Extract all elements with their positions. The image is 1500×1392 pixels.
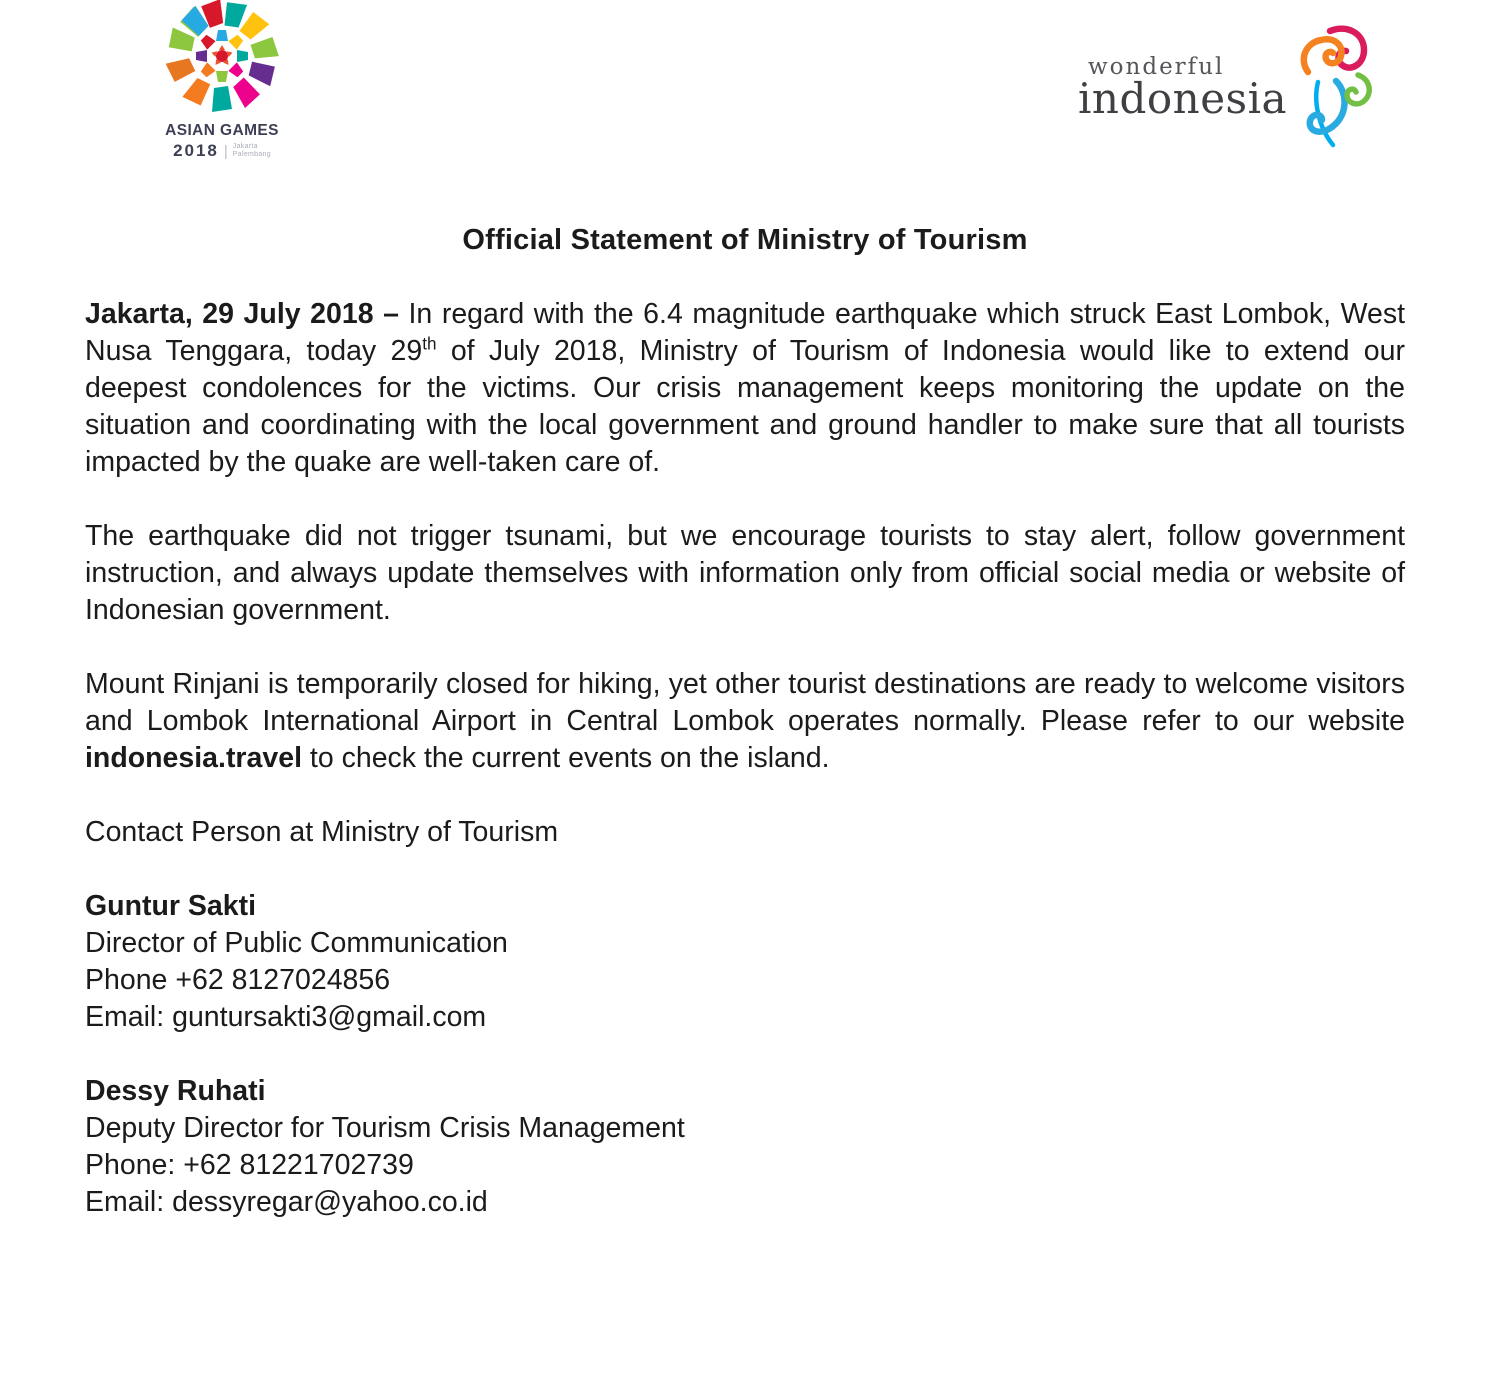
- contact-role: Director of Public Communication: [85, 927, 508, 959]
- contact-phone: Phone: +62 81221702739: [85, 1149, 414, 1181]
- contact-name: Dessy Ruhati: [85, 1075, 266, 1107]
- asian-games-logo: [150, 0, 294, 161]
- contact-phone: Phone +62 8127024856: [85, 964, 391, 996]
- contact-role: Deputy Director for Tourism Crisis Management: [85, 1112, 685, 1144]
- contact-card-guntur-sakti: [85, 888, 1405, 1036]
- asian-games-logo-city2: Palembang: [232, 151, 271, 158]
- wonderful-indonesia-wordmark: [1078, 38, 1287, 123]
- wonderful-label: wonderful: [1088, 54, 1225, 80]
- asian-games-logo-city1: Jakarta: [232, 143, 258, 150]
- page-title: Official Statement of Ministry of Tourism: [462, 224, 1028, 256]
- asian-games-logo-divider: |: [223, 142, 228, 160]
- contact-email: Email: dessyregar@yahoo.co.id: [85, 1186, 488, 1218]
- dateline: Jakarta, 29 July 2018 –: [85, 298, 399, 330]
- asian-games-logo-title: ASIAN GAMES: [165, 122, 279, 139]
- paragraph-3-text-cont: to check the current events on the island.: [302, 742, 830, 774]
- contact-heading: Contact Person at Ministry of Tourism: [85, 816, 559, 848]
- paragraph-1-text-cont: of July 2018, Ministry of Tourism of Indonesia would like to extend our deepest condolences for the victims. Our crisis management keeps monitoring the update on the situation and coordinating with the local government and ground handler to make sure that all tourists impacted by the quake are well-taken care of.: [85, 335, 1405, 478]
- contact-email: Email: guntursakti3@gmail.com: [85, 1001, 487, 1033]
- paragraph-1: [85, 296, 1405, 481]
- superscript-th: th: [422, 334, 437, 354]
- wonderful-indonesia-logo: [1078, 38, 1375, 150]
- asian-games-logo-year: 2018: [173, 141, 219, 160]
- asian-games-logo-subtitle: [150, 141, 294, 161]
- contact-card-dessy-ruhati: [85, 1073, 1405, 1221]
- contact-name: Guntur Sakti: [85, 890, 257, 922]
- paragraph-2: The earthquake did not trigger tsunami, but we encourage tourists to stay alert, follow government instruction, and always update themselves with information only from official social media or website of Indonesian government.: [85, 520, 1405, 626]
- asian-games-logo-cities: [233, 143, 271, 159]
- paragraph-1-text: In regard with the 6.4 magnitude earthquake which struck East Lombok, West Nusa Tenggara, today 29: [85, 298, 1405, 367]
- paragraph-3: [85, 666, 1405, 777]
- indonesia-label: indonesia: [1078, 74, 1288, 123]
- statement-body: [85, 222, 1405, 1258]
- website-indonesia-travel: indonesia.travel: [85, 742, 302, 774]
- wonderful-indonesia-bird-icon: [1275, 24, 1375, 150]
- asian-games-sunburst-icon: [153, 0, 291, 112]
- paragraph-3-text: Mount Rinjani is temporarily closed for hiking, yet other tourist destinations are ready to welcome visitors and Lombok International Airport in Central Lombok operates normally. Please refer to our website: [85, 668, 1405, 737]
